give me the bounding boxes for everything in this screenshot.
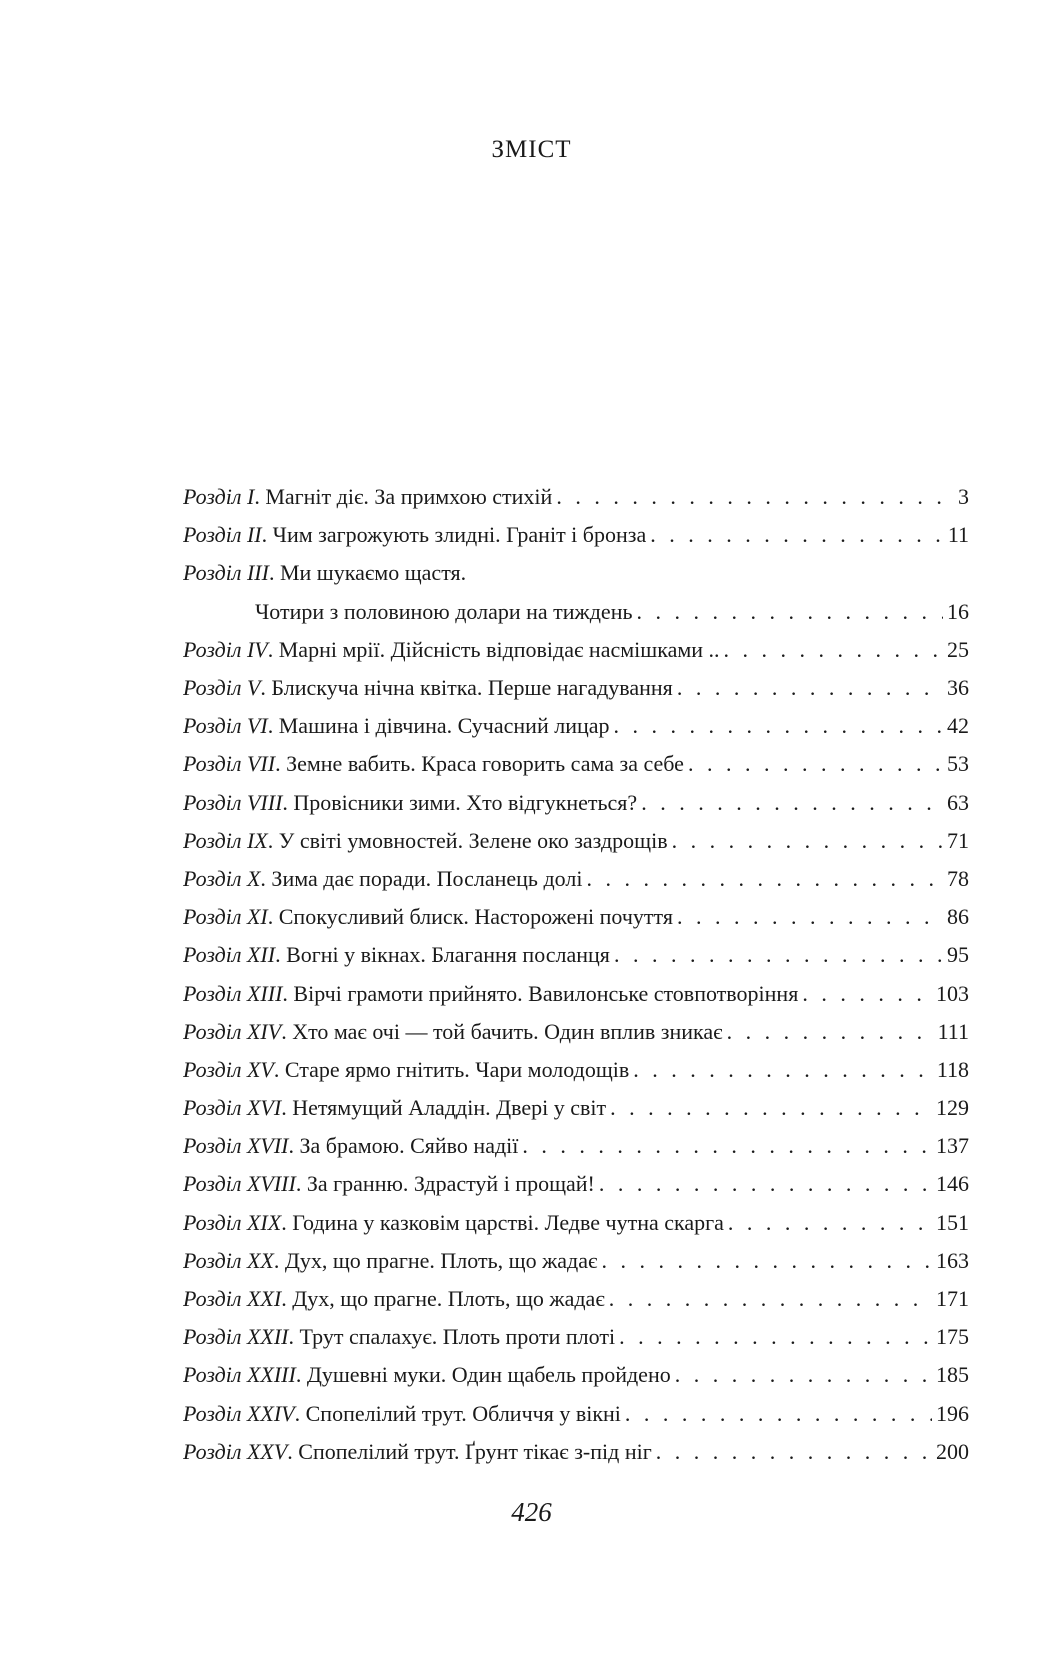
dot-leader [727,1019,934,1045]
toc-entry [183,1127,969,1165]
chapter-label: Розділ VIII [183,789,283,815]
chapter-label: Розділ XXIII [183,1362,296,1388]
chapter-title: . Дух, що прагне. Плоть, що жадає [273,1247,598,1273]
chapter-label: Розділ IX [183,827,268,853]
toc-entry [183,1165,969,1203]
chapter-label: Розділ XV [183,1056,274,1082]
chapter-label: Розділ XI [183,904,268,930]
chapter-page-number: 16 [947,598,969,624]
chapter-title: . Спокусливий блиск. Насторожені почуття [267,904,673,930]
dot-leader [677,675,943,701]
chapter-page-number: 118 [936,1056,969,1082]
toc-entry [183,1318,969,1356]
chapter-page-number: 151 [936,1209,969,1235]
toc-entry [183,516,969,554]
dot-leader [614,713,943,739]
toc-entry [183,1013,969,1051]
toc-entry-continuation [183,593,969,631]
dot-leader [609,1286,932,1312]
chapter-label: Розділ X [183,865,261,891]
chapter-page-number: 129 [936,1095,969,1121]
chapter-title: . Нетямущий Аладдін. Двері у світ [281,1095,607,1121]
dot-leader [601,1248,932,1274]
chapter-page-number: 103 [936,980,969,1006]
chapter-page-number: 163 [936,1247,969,1273]
chapter-title: . Блискуча нічна квітка. Перше нагадування [260,675,673,701]
chapter-page-number: 53 [947,751,969,777]
toc-entry [183,1051,969,1089]
dot-leader [599,1171,932,1197]
chapter-page-number: 11 [947,522,969,548]
chapter-title-continuation: Чотири з половиною долари на тиждень [255,598,633,624]
chapter-page-number: 3 [958,484,969,510]
chapter-page-number: 171 [936,1286,969,1312]
chapter-label: Розділ XXIV [183,1400,295,1426]
chapter-title: . Душевні муки. Один щабель пройдено [295,1362,671,1388]
chapter-title: . За брамою. Сяйво надії [288,1133,519,1159]
page-number: 426 [511,1497,552,1527]
dot-leader [802,981,932,1007]
chapter-title: . Ми шукаємо щастя. [268,560,467,586]
chapter-label: Розділ XIV [183,1018,282,1044]
dot-leader [619,1324,932,1350]
chapter-title: . Вогні у вікнах. Благання посланця [275,942,610,968]
chapter-title: . У світі умовностей. Зелене око заздрощів [267,827,668,853]
dot-leader [650,522,944,548]
chapter-title: . Зима дає поради. Посланець долі [260,865,583,891]
toc-entry [183,631,969,669]
chapter-label: Розділ XXI [183,1286,282,1312]
chapter-title: . Трут спалахує. Плоть проти плоті [288,1324,616,1350]
chapter-page-number: 78 [947,865,969,891]
dot-leader [728,1210,932,1236]
toc-entry [183,1280,969,1318]
toc-entry [183,1204,969,1242]
chapter-label: Розділ I [183,484,255,510]
chapter-page-number: 95 [947,942,969,968]
toc-entry [183,784,969,822]
chapter-page-number: 25 [947,636,969,662]
table-of-contents [183,478,969,1471]
chapter-title: . Дух, що прагне. Плоть, що жадає [281,1286,605,1312]
chapter-title: . Старе ярмо гнітить. Чари молодощів [273,1056,630,1082]
chapter-label: Розділ XVII [183,1133,289,1159]
chapter-title: . Машина і дівчина. Сучасний лицар [267,713,610,739]
chapter-label: Розділ IV [183,636,268,662]
chapter-page-number: 86 [947,904,969,930]
toc-entry [183,898,969,936]
chapter-title: . Марні мрії. Дійсність відповідає насмішками .. [267,636,720,662]
toc-entry [183,1433,969,1471]
dot-leader [633,1057,933,1083]
dot-leader [522,1133,932,1159]
toc-entry [183,1242,969,1280]
chapter-page-number: 175 [936,1324,969,1350]
toc-entry [183,974,969,1012]
dot-leader [556,484,954,510]
chapter-title: . Спопелілий трут. Обличчя у вікні [294,1400,621,1426]
dot-leader [637,599,943,625]
chapter-title: . Вірчі грамоти прийнято. Вавилонське стовпотворіння [282,980,799,1006]
chapter-page-number: 137 [936,1133,969,1159]
toc-entry [183,1356,969,1394]
chapter-title: . Магніт діє. За примхою стихій [254,484,553,510]
chapter-page-number: 63 [947,789,969,815]
chapter-label: Розділ XVI [183,1095,282,1121]
chapter-label: Розділ XVIII [183,1171,296,1197]
toc-entry [183,745,969,783]
chapter-label: Розділ XII [183,942,276,968]
dot-leader [677,904,943,930]
chapter-page-number: 200 [936,1438,969,1464]
toc-entry [183,1395,969,1433]
chapter-label: Розділ XXV [183,1438,288,1464]
dot-leader [610,1095,932,1121]
chapter-label: Розділ V [183,675,261,701]
chapter-label: Розділ III [183,560,269,586]
chapter-title: . Земне вабить. Краса говорить сама за себе [275,751,684,777]
page-title: ЗМІСТ [491,136,572,163]
dot-leader [656,1439,932,1465]
toc-entry [183,822,969,860]
chapter-page-number: 42 [947,713,969,739]
chapter-title: . Година у казковім царстві. Ледве чутна скарга [281,1209,724,1235]
chapter-page-number: 185 [936,1362,969,1388]
toc-entry [183,554,969,592]
dot-leader [675,1362,932,1388]
chapter-label: Розділ II [183,522,262,548]
toc-entry [183,707,969,745]
chapter-page-number: 146 [936,1171,969,1197]
toc-entry [183,478,969,516]
chapter-title: . Хто має очі — той бачить. Один вплив зникає [281,1018,723,1044]
chapter-label: Розділ XXII [183,1324,289,1350]
chapter-page-number: 36 [947,675,969,701]
chapter-label: Розділ XIII [183,980,283,1006]
toc-entry [183,860,969,898]
chapter-label: Розділ XX [183,1247,274,1273]
chapter-label: Розділ XIX [183,1209,282,1235]
dot-leader [688,751,943,777]
toc-entry [183,936,969,974]
dot-leader [625,1401,932,1427]
dot-leader [586,866,943,892]
toc-entry [183,669,969,707]
chapter-page-number: 196 [936,1400,969,1426]
chapter-page-number: 71 [947,827,969,853]
chapter-page-number: 111 [937,1018,969,1044]
chapter-title: . Спопелілий трут. Ґрунт тікає з-під ніг [287,1438,652,1464]
chapter-title: . За гранню. Здрастуй і прощай! [295,1171,595,1197]
chapter-title: . Чим загрожують злидні. Граніт і бронза [261,522,647,548]
dot-leader [672,828,943,854]
chapter-label: Розділ VII [183,751,276,777]
dot-leader [724,637,943,663]
dot-leader [641,790,943,816]
dot-leader [614,942,943,968]
toc-entry [183,1089,969,1127]
chapter-title: . Провісники зими. Хто відгукнеться? [282,789,638,815]
chapter-label: Розділ VI [183,713,268,739]
